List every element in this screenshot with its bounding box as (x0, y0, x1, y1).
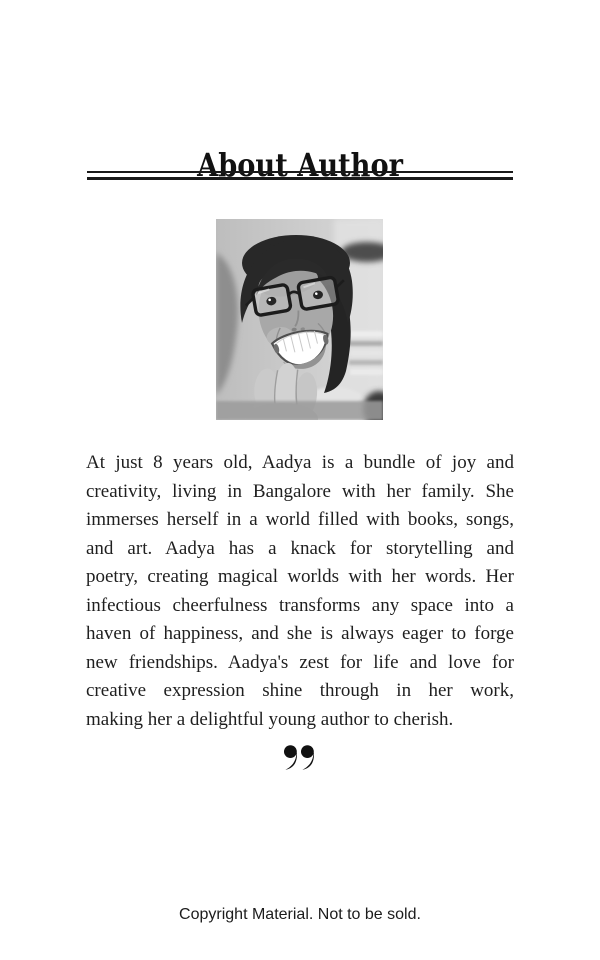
author-bio (86, 449, 514, 734)
bio-line: and art. Aadya has a knack for storytelling and (86, 537, 514, 559)
bio-line: immerses herself in a world filled with books, songs, (86, 509, 514, 530)
bio-line: making her a delightful young author to cherish. (86, 708, 454, 730)
author-photo (216, 219, 383, 420)
author-portrait-image (216, 219, 383, 420)
double-quote-icon (284, 745, 316, 772)
bio-line: infectious cheerfulness transforms any space into a (86, 594, 514, 616)
bio-line: poetry, creating magical worlds with her words. Her (86, 566, 514, 587)
bio-line: creativity, living in Bangalore with her family. She (86, 480, 514, 502)
bio-line: creative expression shine through in her work, (86, 680, 514, 701)
bio-line: haven of happiness, and she is always eager to forge (86, 623, 514, 644)
page-title-text: About Author (197, 146, 403, 185)
copyright-notice: Copyright Material. Not to be sold. (179, 906, 421, 923)
bio-line: At just 8 years old, Aadya is a bundle of joy and (86, 452, 514, 473)
closing-quote (0, 745, 600, 772)
bio-line: new friendships. Aadya's zest for life and love for (86, 651, 514, 673)
title-divider (87, 171, 513, 180)
